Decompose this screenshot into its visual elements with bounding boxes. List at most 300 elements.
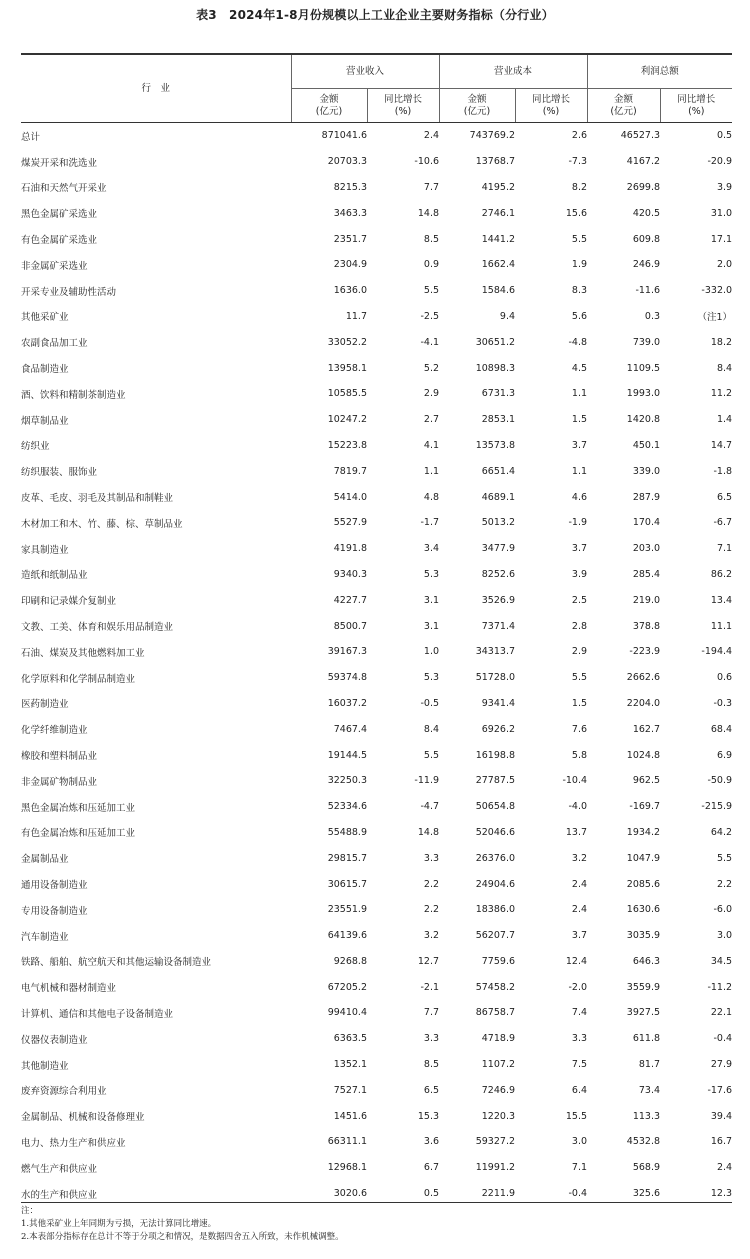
profit-growth-cell: 68.4 [710,723,733,735]
table-row [21,613,732,639]
revenue-growth-cell: 0.9 [423,259,440,271]
industry-name: 家具制造业 [21,544,69,556]
revenue-growth-cell: 3.3 [423,852,440,864]
cost-growth-cell: 5.6 [571,310,588,322]
table-row [21,407,732,433]
revenue-growth-cell: 0.5 [423,1188,440,1200]
cost-amount-cell: 1107.2 [481,1059,516,1071]
cost-growth-cell: 7.6 [571,723,588,735]
revenue-amount-cell: 66311.1 [327,1136,367,1148]
profit-amount-cell: 3035.9 [626,930,661,942]
cost-amount-cell: 1220.3 [481,1110,516,1122]
revenue-amount-cell: 23551.9 [327,904,367,916]
cost-growth-cell: 2.9 [571,646,588,658]
cost-amount-cell: 50654.8 [475,801,516,813]
cost-amount-cell: 16198.8 [475,749,516,761]
cost-amount-cell: 27787.5 [475,775,516,787]
cost-growth-cell: 3.2 [571,852,588,864]
profit-amount-cell: 162.7 [632,723,661,735]
profit-amount-cell: 611.8 [632,1033,661,1045]
industry-name: 医药制造业 [21,699,69,711]
table-row [21,355,732,381]
cost-amount-cell: 24904.6 [475,878,516,890]
cost-amount-cell: 5013.2 [481,517,516,529]
industry-name: 黑色金属矿采选业 [21,209,98,221]
profit-amount-cell: 73.4 [638,1084,661,1096]
profit-amount-cell: -169.7 [629,801,661,813]
revenue-amount-cell: 2351.7 [333,233,367,245]
profit-growth-cell: 31.0 [710,207,733,219]
industry-name: 仪器仪表制造业 [21,1034,88,1046]
profit-growth-cell: 14.7 [710,439,733,451]
industry-name: 纺织服装、服饰业 [21,467,98,479]
profit-growth-cell: 34.5 [710,955,733,967]
revenue-amount-cell: 5527.9 [333,517,367,529]
profit-amount-cell: 285.4 [632,568,661,580]
profit-growth-cell: 27.9 [710,1059,733,1071]
footnote-label: 注： [21,1206,39,1216]
cost-amount-cell: 34313.7 [475,646,516,658]
industry-name: 计算机、通信和其他电子设备制造业 [21,1008,174,1020]
cost-amount-cell: 7246.9 [481,1084,516,1096]
revenue-amount-cell: 13958.1 [327,362,367,374]
revenue-amount-cell: 52334.6 [327,801,367,813]
cost-growth-cell: 1.1 [571,388,588,400]
profit-amount-cell: 1047.9 [626,852,661,864]
industry-name: 石油和天然气开采业 [21,183,107,195]
cost-growth-cell: 7.4 [571,1007,588,1019]
table-row [21,742,732,768]
cost-amount-cell: 18386.0 [475,904,516,916]
revenue-amount-cell: 1451.6 [333,1110,367,1122]
profit-growth-header: 同比增长 (%) [660,89,732,123]
table-row [21,278,732,304]
cost-amount-cell: 57458.2 [475,981,516,993]
industry-name: 烟草制品业 [21,415,69,427]
profit-amount-cell: 287.9 [632,491,661,503]
revenue-growth-cell: -1.7 [420,517,440,529]
industry-name: 燃气生产和供应业 [21,1163,98,1175]
profit-growth-cell: 18.2 [710,336,733,348]
revenue-amount-cell: 9268.8 [333,955,367,967]
cost-amount-cell: 2211.9 [481,1188,516,1200]
cost-amount-cell: 51728.0 [475,672,516,684]
profit-amount-cell: 962.5 [632,775,661,787]
revenue-growth-cell: 5.3 [423,568,440,580]
profit-growth-cell: 6.9 [716,749,733,761]
revenue-growth-cell: -11.9 [414,775,440,787]
cost-growth-cell: 3.7 [571,439,588,451]
profit-growth-cell: 2.0 [716,259,733,271]
profit-amount-cell: 4532.8 [626,1136,661,1148]
profit-growth-cell: -332.0 [701,285,733,297]
revenue-growth-cell: 6.7 [423,1162,440,1174]
profit-amount-cell: 420.5 [632,207,661,219]
table-body [21,123,732,1207]
revenue-amount-cell: 8215.3 [333,181,367,193]
revenue-amount-cell: 16037.2 [327,697,367,709]
cost-amount-cell: 56207.7 [475,930,516,942]
revenue-amount-header: 金额 (亿元) [291,89,367,123]
cost-amount-cell: 1662.4 [481,259,516,271]
cost-amount-cell: 8252.6 [481,568,516,580]
cost-growth-cell: 3.7 [571,543,588,555]
cost-amount-cell: 11991.2 [475,1162,516,1174]
profit-amount-cell: 739.0 [632,336,661,348]
cost-growth-cell: 2.4 [571,904,588,916]
cost-amount-cell: 7371.4 [481,620,516,632]
industry-header: 行 业 [21,54,291,123]
cost-amount-cell: 52046.6 [475,826,516,838]
financial-indicators-table [21,53,732,1206]
cost-amount-cell: 6731.3 [481,388,516,400]
revenue-growth-cell: 3.2 [423,930,440,942]
table-row [21,974,732,1000]
revenue-amount-cell: 4191.8 [333,543,367,555]
total-row [21,123,732,149]
profit-amount-cell: 46527.3 [620,130,661,142]
table-row [21,1103,732,1129]
cost-amount-cell: 743769.2 [469,130,516,142]
profit-header: 利润总额 [587,54,732,89]
industry-name: 文教、工美、体育和娱乐用品制造业 [21,622,174,634]
profit-growth-cell: 64.2 [710,826,733,838]
cost-amount-cell: 26376.0 [475,852,516,864]
profit-growth-cell: -6.7 [713,517,733,529]
revenue-amount-cell: 11.7 [345,310,367,322]
cost-amount-cell: 13768.7 [475,156,516,168]
cost-growth-cell: 4.6 [571,491,588,503]
revenue-amount-cell: 39167.3 [327,646,367,658]
revenue-growth-cell: 2.4 [423,130,440,142]
cost-growth-cell: 2.8 [571,620,588,632]
profit-amount-cell: 1630.6 [626,904,661,916]
profit-amount-cell: 203.0 [632,543,661,555]
cost-amount-cell: 3526.9 [481,594,516,606]
profit-growth-cell: -20.9 [707,156,733,168]
revenue-amount-cell: 64139.6 [327,930,367,942]
revenue-amount-cell: 8500.7 [333,620,367,632]
cost-growth-cell: 13.7 [565,826,588,838]
industry-name: 铁路、船舶、航空航天和其他运输设备制造业 [21,957,212,969]
revenue-growth-cell: -2.1 [420,981,440,993]
cost-growth-cell: 1.5 [571,414,588,426]
footnotes [21,1202,732,1244]
table-row [21,381,732,407]
cost-amount-cell: 4718.9 [481,1033,516,1045]
industry-name: 化学纤维制造业 [21,725,88,737]
cost-growth-cell: 6.4 [571,1084,588,1096]
cost-growth-cell: -2.0 [568,981,588,993]
cost-growth-cell: 8.3 [571,285,588,297]
table-row [21,252,732,278]
revenue-growth-cell: -4.1 [420,336,440,348]
revenue-amount-cell: 7467.4 [333,723,367,735]
table-row [21,1077,732,1103]
profit-amount-cell: 81.7 [638,1059,661,1071]
revenue-growth-cell: 5.5 [423,749,440,761]
profit-growth-cell: -215.9 [701,801,733,813]
profit-growth-cell: 0.6 [716,672,733,684]
revenue-amount-cell: 5414.0 [333,491,367,503]
table-row [21,200,732,226]
revenue-growth-cell: 5.3 [423,672,440,684]
cost-growth-cell: 3.0 [571,1136,588,1148]
profit-growth-cell: 3.9 [716,181,733,193]
profit-growth-cell: -50.9 [707,775,733,787]
cost-growth-cell: -4.8 [568,336,588,348]
revenue-header: 营业收入 [291,54,439,89]
revenue-growth-cell: 3.6 [423,1136,440,1148]
cost-amount-cell: 3477.9 [481,543,516,555]
cost-growth-cell: 15.6 [565,207,588,219]
revenue-growth-cell: 7.7 [423,1007,440,1019]
revenue-growth-cell: 12.7 [417,955,440,967]
cost-amount-cell: 4689.1 [481,491,516,503]
profit-growth-cell: （注1） [697,312,733,324]
table-row [21,1026,732,1052]
cost-growth-cell: -1.9 [568,517,588,529]
revenue-growth-header: 同比增长 (%) [367,89,439,123]
profit-growth-cell: 0.5 [716,130,733,142]
cost-amount-cell: 86758.7 [475,1007,516,1019]
table-row [21,1155,732,1181]
cost-growth-cell: -10.4 [562,775,588,787]
revenue-growth-cell: 5.5 [423,285,440,297]
table-row [21,329,732,355]
profit-amount-cell: 568.9 [632,1162,661,1174]
cost-amount-cell: 1584.6 [481,285,516,297]
cost-growth-cell: -7.3 [568,156,588,168]
revenue-amount-cell: 7527.1 [333,1084,367,1096]
cost-amount-cell: 1441.2 [481,233,516,245]
footnote-1: 1.其他采矿业上年同期为亏损，无法计算同比增速。 [21,1219,217,1229]
table-row [21,304,732,330]
industry-name: 石油、煤炭及其他燃料加工业 [21,647,145,659]
profit-growth-cell: 7.1 [716,543,733,555]
cost-amount-cell: 30651.2 [475,336,516,348]
cost-amount-cell: 6651.4 [481,465,516,477]
profit-amount-cell: 2662.6 [626,672,661,684]
table-row [21,716,732,742]
profit-amount-cell: 1024.8 [626,749,661,761]
cost-growth-cell: 3.7 [571,930,588,942]
revenue-amount-cell: 30615.7 [327,878,367,890]
cost-growth-cell: 2.6 [571,130,588,142]
profit-amount-cell: 170.4 [632,517,661,529]
profit-amount-cell: 2699.8 [626,181,661,193]
industry-name: 汽车制造业 [21,931,69,943]
profit-growth-cell: 5.5 [716,852,733,864]
revenue-growth-cell: 14.8 [417,826,440,838]
table-title: 表3 2024年1-8月份规模以上工业企业主要财务指标（分行业） [196,8,554,22]
table-row [21,691,732,717]
industry-name: 通用设备制造业 [21,880,88,891]
profit-growth-cell: -6.0 [713,904,733,916]
revenue-growth-cell: 4.8 [423,491,440,503]
profit-amount-cell: 339.0 [632,465,661,477]
cost-amount-cell: 2853.1 [481,414,516,426]
revenue-amount-cell: 67205.2 [327,981,367,993]
revenue-amount-cell: 12968.1 [327,1162,367,1174]
revenue-amount-cell: 10585.5 [327,388,367,400]
revenue-amount-cell: 32250.3 [327,775,367,787]
industry-name: 金属制品业 [21,854,69,866]
footnote-2: 2.本表部分指标存在总计不等于分项之和情况，是数据四舍五入所致，未作机械调整。 [21,1232,344,1242]
cost-growth-cell: 2.4 [571,878,588,890]
table-row [21,510,732,536]
revenue-growth-cell: 4.1 [423,439,440,451]
table-row [21,175,732,201]
revenue-amount-cell: 2304.9 [333,259,367,271]
revenue-growth-cell: 3.3 [423,1033,440,1045]
cost-amount-cell: 4195.2 [481,181,516,193]
industry-name: 黑色金属冶炼和压延加工业 [21,802,136,814]
profit-growth-cell: -1.8 [713,465,733,477]
cost-amount-cell: 6926.2 [481,723,516,735]
table-row [21,226,732,252]
industry-name: 开采专业及辅助性活动 [21,286,117,298]
revenue-amount-cell: 7819.7 [333,465,367,477]
revenue-amount-cell: 29815.7 [327,852,367,864]
profit-amount-cell: 609.8 [632,233,661,245]
profit-growth-cell: 11.1 [710,620,733,632]
revenue-amount-cell: 3020.6 [333,1188,367,1200]
revenue-amount-cell: 6363.5 [333,1033,367,1045]
cost-amount-cell: 13573.8 [475,439,516,451]
cost-amount-cell: 7759.6 [481,955,516,967]
industry-name: 水的生产和供应业 [21,1189,98,1201]
cost-growth-cell: 7.1 [571,1162,588,1174]
revenue-growth-cell: 8.4 [423,723,440,735]
industry-name: 废弃资源综合利用业 [21,1086,107,1098]
table-row [21,949,732,975]
profit-amount-cell: 450.1 [632,439,661,451]
table-row [21,484,732,510]
profit-growth-cell: -194.4 [701,646,733,658]
table-row [21,923,732,949]
profit-amount-cell: 4167.2 [626,156,661,168]
revenue-growth-cell: 5.2 [423,362,440,374]
cost-growth-cell: -4.0 [568,801,588,813]
profit-growth-cell: -0.3 [713,697,733,709]
profit-amount-cell: 246.9 [632,259,661,271]
industry-name: 酒、饮料和精制茶制造业 [21,389,126,401]
industry-name: 有色金属冶炼和压延加工业 [21,828,136,840]
revenue-amount-cell: 1636.0 [333,285,367,297]
revenue-growth-cell: 3.1 [423,594,440,606]
profit-growth-cell: 16.7 [710,1136,733,1148]
profit-amount-cell: 2085.6 [626,878,661,890]
cost-growth-header: 同比增长 (%) [515,89,587,123]
profit-amount-cell: 3927.5 [626,1007,661,1019]
revenue-growth-cell: 15.3 [417,1110,440,1122]
table-row [21,639,732,665]
industry-name: 有色金属矿采选业 [21,235,98,247]
revenue-growth-cell: 2.2 [423,878,440,890]
cost-growth-cell: 4.5 [571,362,588,374]
industry-name: 电力、热力生产和供应业 [21,1137,126,1149]
table-row [21,433,732,459]
cost-amount-cell: 2746.1 [481,207,516,219]
profit-amount-cell: 1420.8 [626,414,661,426]
industry-name: 其他制造业 [21,1060,69,1072]
profit-amount-cell: 325.6 [632,1188,661,1200]
industry-name: 化学原料和化学制品制造业 [21,673,136,685]
revenue-amount-cell: 19144.5 [327,749,367,761]
revenue-growth-cell: 2.2 [423,904,440,916]
table-row [21,1052,732,1078]
revenue-amount-cell: 10247.2 [327,414,367,426]
profit-growth-cell: 22.1 [710,1007,733,1019]
industry-name: 金属制品、机械和设备修理业 [21,1112,145,1124]
revenue-growth-cell: -0.5 [420,697,440,709]
table-row [21,587,732,613]
industry-name: 皮革、毛皮、羽毛及其制品和制鞋业 [21,493,174,505]
profit-growth-cell: -0.4 [713,1033,733,1045]
industry-name: 造纸和纸制品业 [21,570,88,582]
industry-name: 橡胶和塑料制品业 [21,751,98,763]
cost-growth-cell: 12.4 [565,955,588,967]
profit-growth-cell: 12.3 [710,1188,733,1200]
cost-growth-cell: 3.9 [571,568,588,580]
profit-amount-cell: 646.3 [632,955,661,967]
revenue-growth-cell: 1.1 [423,465,440,477]
table-row [21,845,732,871]
table-row [21,149,732,175]
revenue-amount-cell: 20703.3 [327,156,367,168]
industry-name: 非金属矿采选业 [21,260,88,272]
cost-growth-cell: 2.5 [571,594,588,606]
industry-name: 食品制造业 [21,364,69,376]
revenue-amount-cell: 33052.2 [327,336,367,348]
profit-amount-cell: 1934.2 [626,826,661,838]
cost-amount-header: 金额 (亿元) [439,89,515,123]
profit-growth-cell: 3.0 [716,930,733,942]
profit-growth-cell: -11.2 [707,981,733,993]
profit-amount-cell: 2204.0 [626,697,661,709]
revenue-amount-cell: 15223.8 [327,439,367,451]
profit-amount-cell: 219.0 [632,594,661,606]
revenue-amount-cell: 1352.1 [333,1059,367,1071]
industry-name: 专用设备制造业 [21,905,88,917]
industry-name: 木材加工和木、竹、藤、棕、草制品业 [21,518,183,530]
table-row [21,458,732,484]
cost-growth-cell: 1.5 [571,697,588,709]
revenue-amount-cell: 99410.4 [327,1007,367,1019]
cost-amount-cell: 59327.2 [475,1136,516,1148]
profit-growth-cell: 11.2 [710,388,733,400]
revenue-growth-cell: 1.0 [423,646,440,658]
industry-name: 总计 [21,131,41,143]
profit-amount-cell: 113.3 [632,1110,661,1122]
industry-name: 电气机械和器材制造业 [21,983,117,995]
cost-growth-cell: -0.4 [568,1188,588,1200]
cost-growth-cell: 1.1 [571,465,588,477]
profit-growth-cell: 2.4 [716,1162,733,1174]
industry-name: 煤炭开采和洗选业 [21,157,98,169]
cost-growth-cell: 1.9 [571,259,588,271]
table-row [21,897,732,923]
table-row [21,820,732,846]
cost-growth-cell: 7.5 [571,1059,588,1071]
profit-growth-cell: 17.1 [710,233,733,245]
industry-name: 其他采矿业 [21,312,69,324]
revenue-amount-cell: 59374.8 [327,672,367,684]
industry-name: 纺织业 [21,441,50,453]
profit-growth-cell: 8.4 [716,362,733,374]
table-row [21,768,732,794]
